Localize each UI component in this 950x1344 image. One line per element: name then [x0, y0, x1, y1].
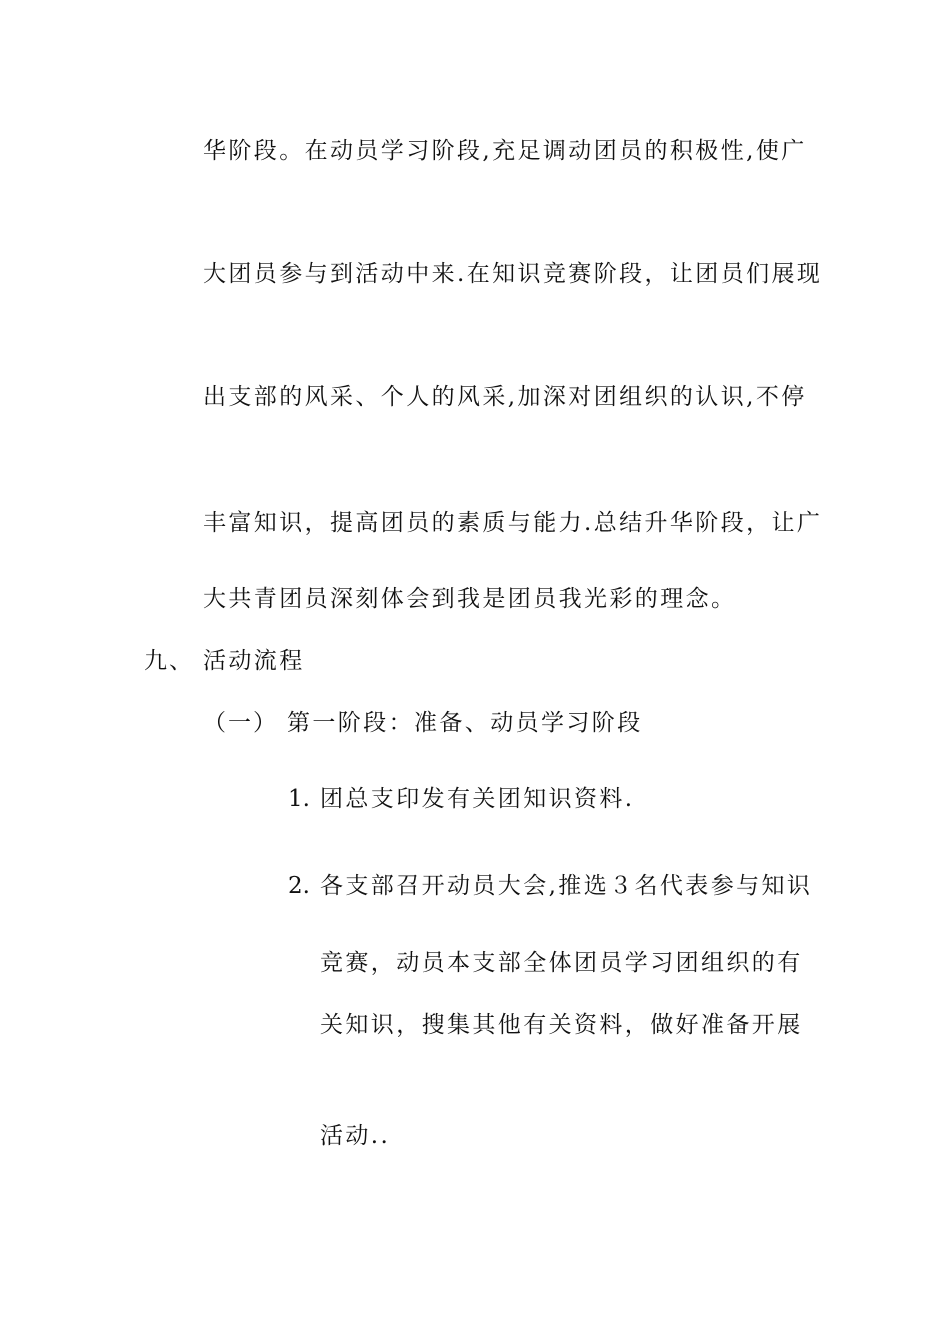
list-item-text: 关知识，搜集其他有关资料，做好准备开展 [320, 1012, 803, 1038]
list-item-text: 团总支印发有关团知识资料. [320, 786, 635, 812]
paragraph-line: 出支部的风采、个人的风采,加深对团组织的认识,不停 [203, 384, 807, 410]
paragraph-line: 大共青团员深刻体会到我是团员我光彩的理念。 [203, 586, 737, 612]
subsection-heading: 第一阶段：准备、动员学习阶段 [287, 710, 643, 736]
list-item-text: 竞赛，动员本支部全体团员学习团组织的有 [320, 950, 803, 976]
subsection-marker: （一） [203, 710, 278, 736]
paragraph-line: 大团员参与到活动中来.在知识竞赛阶段，让团员们展现 [203, 261, 823, 287]
paragraph-line: 华阶段。在动员学习阶段,充足调动团员的积极性,使广 [203, 138, 807, 164]
section-heading: 活动流程 [203, 648, 305, 674]
list-item-number: 2. [288, 873, 310, 899]
list-item-number: 1. [288, 786, 310, 812]
list-item-text: 各支部召开动员大会,推选３名代表参与知识 [320, 873, 813, 899]
paragraph-line: 丰富知识，提高团员的素质与能力.总结升华阶段，让广 [203, 510, 823, 536]
list-item-text: 活动.. [320, 1123, 391, 1149]
section-marker: 九、 [144, 648, 194, 674]
